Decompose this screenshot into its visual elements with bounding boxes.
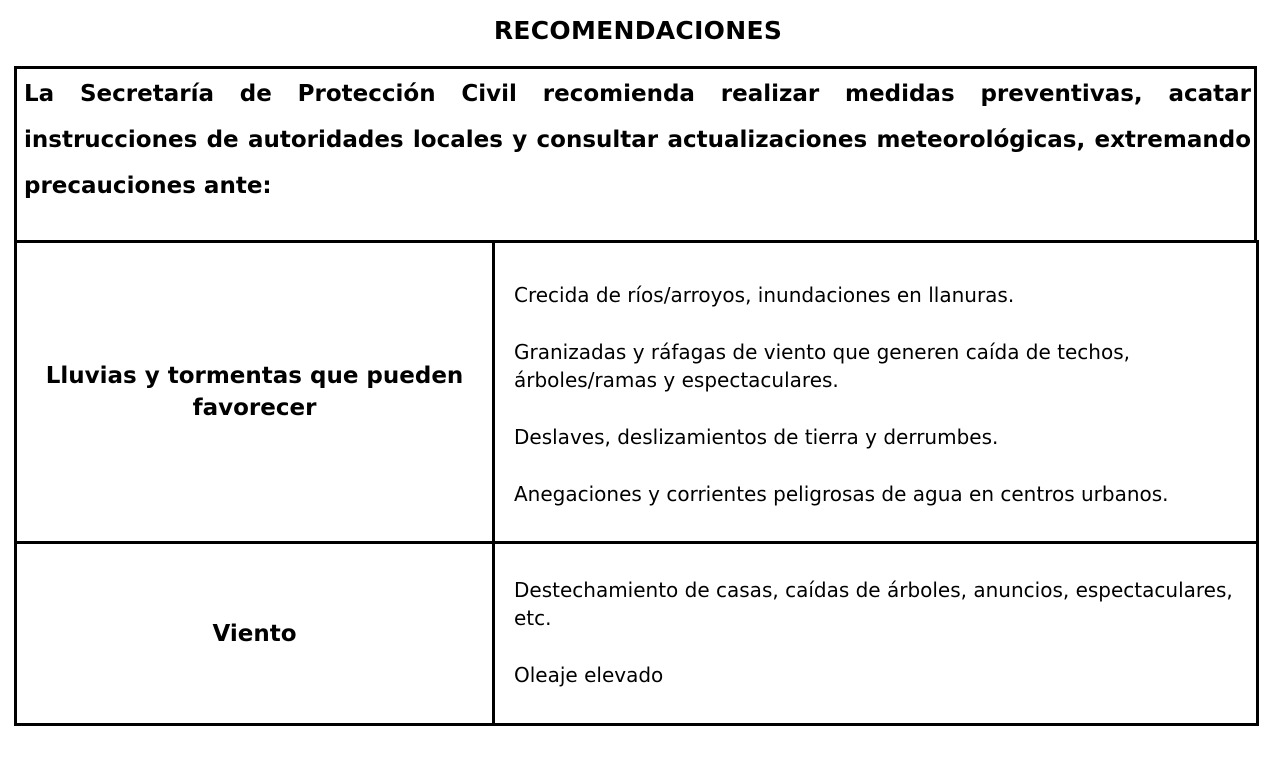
page-title: RECOMENDACIONES	[493, 16, 783, 45]
list-item: Anegaciones y corrientes peligrosas de agua en centros urbanos.	[514, 482, 1169, 506]
effects-cell-wind	[494, 543, 1258, 725]
hazard-cell-wind: Viento	[16, 543, 494, 725]
effects-cell-rain	[494, 242, 1258, 543]
list-item: Crecida de ríos/arroyos, inundaciones en llanuras.	[514, 283, 1015, 307]
recommendations-table	[14, 240, 1259, 726]
list-item: Granizadas y ráfagas de viento que generen caída de techos, árboles/ramas y espectaculares.	[514, 340, 1130, 392]
effects-list-rain	[514, 243, 1242, 508]
list-item: Deslaves, deslizamientos de tierra y derrumbes.	[514, 425, 999, 449]
hazard-cell-rain: Lluvias y tormentas que pueden favorecer	[16, 242, 494, 543]
table-row-wind	[16, 543, 1258, 725]
table-row-rain	[16, 242, 1258, 543]
list-item: Destechamiento de casas, caídas de árboles, anuncios, espectaculares, etc.	[514, 578, 1233, 630]
intro-box	[14, 66, 1257, 241]
effects-list-wind	[514, 544, 1242, 689]
intro-text: La Secretaría de Protección Civil recomienda realizar medidas preventivas, acatar instrucciones de autoridades locales y consultar actualizaciones meteorológicas, extremando precauciones ante:	[24, 81, 1251, 199]
list-item: Oleaje elevado	[514, 663, 664, 687]
